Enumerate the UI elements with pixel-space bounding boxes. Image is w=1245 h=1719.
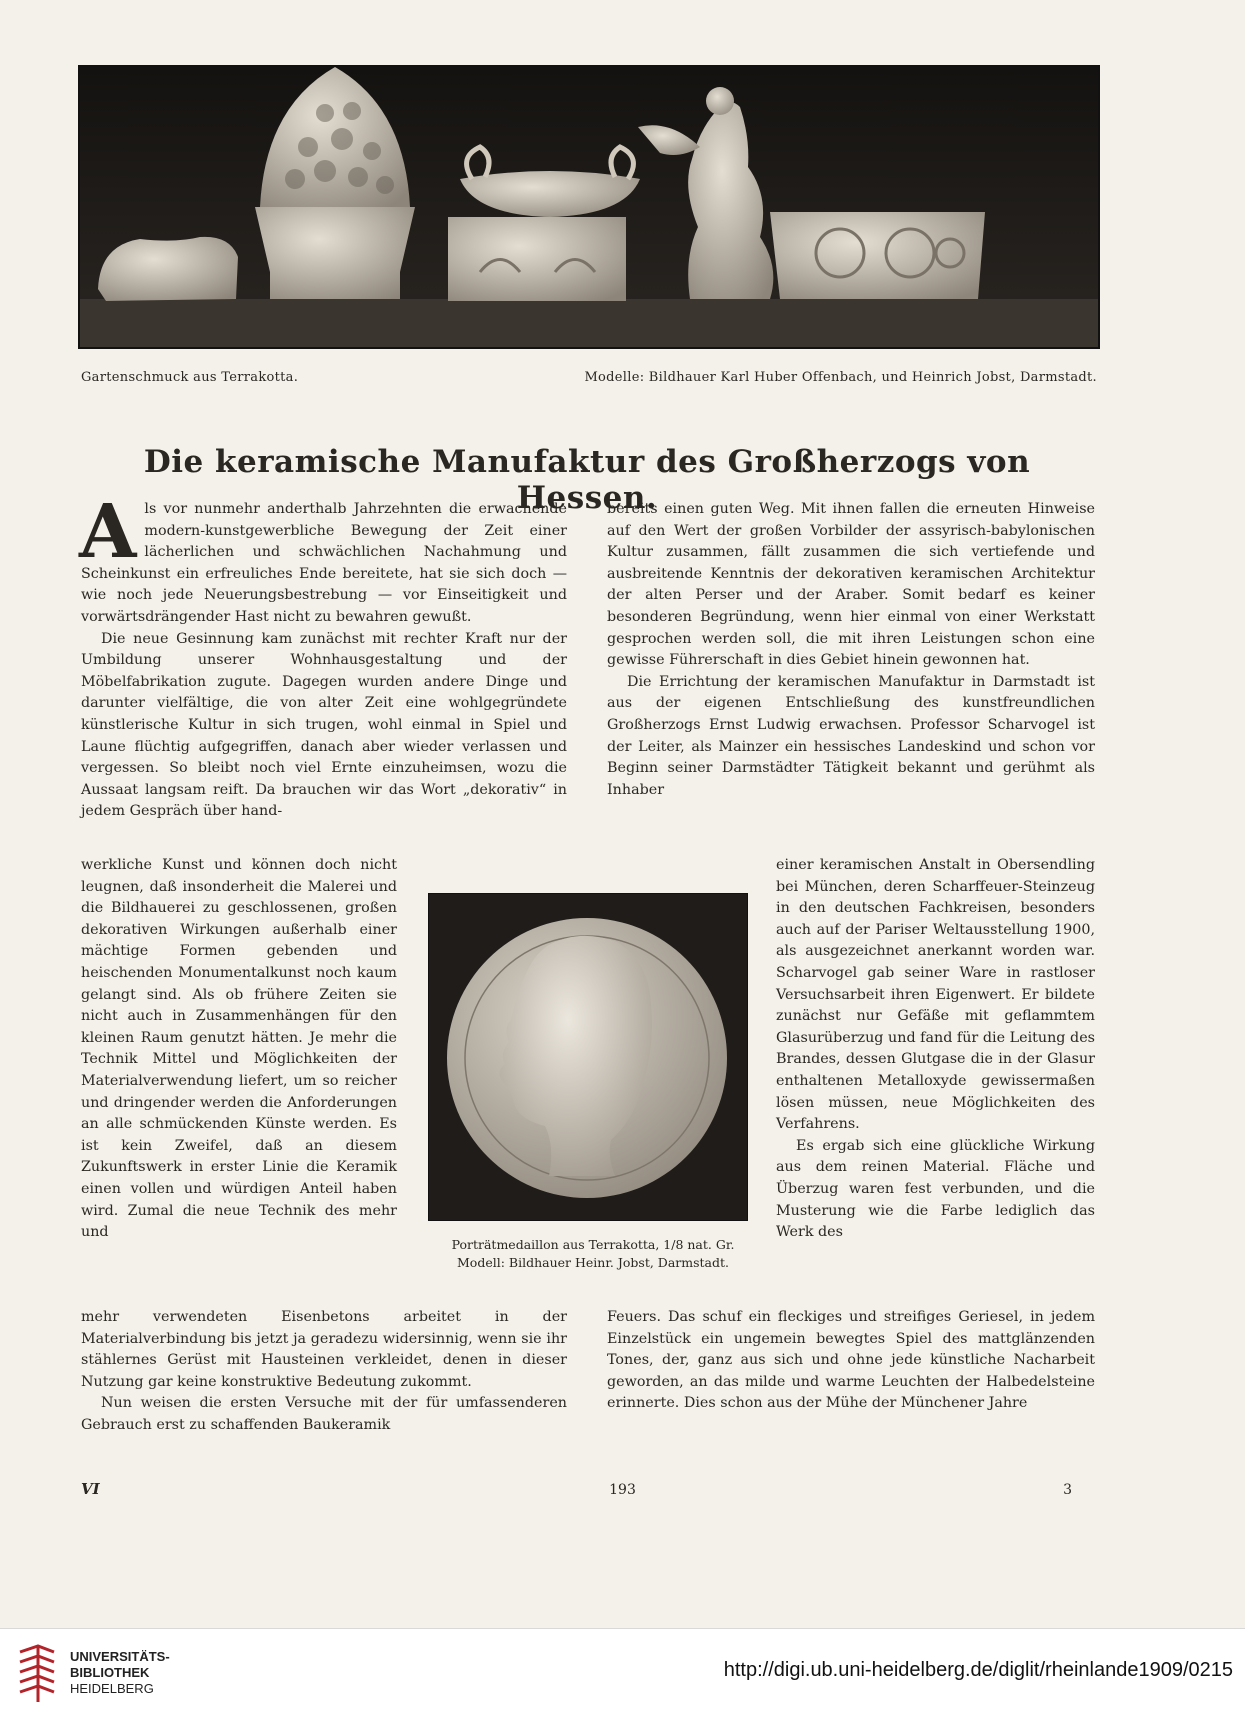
permalink-url[interactable]: http://digi.ub.uni-heidelberg.de/diglit/rheinlande1909/0215 — [723, 1659, 1233, 1681]
portrait-medallion-image — [428, 893, 748, 1221]
paragraph: Die Errichtung der keramischen Manufaktur in Darmstadt ist aus der eigenen Entschließung des kunstfreundlichen Großherzogs Ernst Ludwig erwachsen. Professor Scharvogel ist der Leiter, als Mainzer ein hessisches Landeskind und schon vor Beginn seiner Darmstädter Tätigkeit bekannt und gerühmt als Inhaber — [607, 673, 1095, 798]
signature-mark: 3 — [1063, 1482, 1072, 1498]
page-number: 193 — [609, 1482, 636, 1498]
medallion-caption-line2: Modell: Bildhauer Heinr. Jobst, Darmstadt. — [457, 1255, 729, 1270]
library-name-line1: UNIVERSITÄTS- — [70, 1649, 170, 1664]
article-title: Die keramische Manufaktur des Großherzogs von Hessen. — [143, 444, 1031, 516]
column-left-tail — [81, 1307, 567, 1437]
paragraph: Es ergab sich eine glückliche Wirkung aus dem reinen Material. Fläche und Überzug waren fest verbunden, und die Musterung wie die Farbe lediglich das Werk des — [776, 1137, 1095, 1241]
column-left-wrap — [81, 855, 397, 1244]
library-footer-bar — [0, 1628, 1245, 1719]
medallion-caption-line1: Porträtmedaillon aus Terrakotta, 1/8 nat. Gr. — [451, 1237, 735, 1252]
paragraph — [79, 489, 567, 629]
terracotta-photo — [78, 65, 1100, 349]
paragraph: bereits einen guten Weg. Mit ihnen fallen die erneuten Hinweise auf den Wert der großen Vorbilder der assyrisch-babylonischen Kultur zusammen, fällt zusammen die sich vertiefende und ausbreitende Kenntnis der dekorativen keramischen Architektur der alten Perser und der Araber. Somit bedarf es keiner besonderen Begründung, wenn hier einmal von einer Werkstatt gesprochen werden soll, die mit ihren Leistungen schon eine gewisse Führerschaft in dies Gebiet hinein gewonnen hat. — [607, 501, 1095, 669]
paragraph: Feuers. Das schuf ein fleckiges und streifiges Geriesel, in jedem Einzelstück ein ungemein bewegtes Spiel des mattglänzenden Tones, der, ganz aus sich und ohne jede künstliche Nacharbeit geworden, an das milde und warme Leuchten der Halbedelsteine erinnerte. Dies schon aus der Mühe der Münchener Jahre — [607, 1309, 1095, 1412]
paragraph: einer keramischen Anstalt in Obersendling bei München, deren Scharffeuer-Steinzeug in den deutschen Fachkreisen, besonders auch auf der Pariser Weltausstellung 1900, als ausgezeichnet anerkannt worden war. Scharvogel gab seiner Ware in rastloser Versuchsarbeit ihren Eigenwert. Er bildete zunächst nur Gefäße mit geflammtem Glasurüberzug und fand für die Leitung des Brandes, dessen Glutgase die in der Glasur enthaltenen Metalloxyde gewissermaßen lösen müssen, neue Möglichkeiten des Verfahrens. — [776, 857, 1095, 1133]
paragraph: mehr verwendeten Eisenbetons arbeitet in der Materialverbindung bis jetzt ja geradezu widersinnig, wenn sie ihr stählernes Gerüst mit Hausteinen verkleidet, denen in dieser Nutzung gar keine konstruktive Bedeutung zukommt. — [81, 1309, 567, 1390]
paragraph-text: ls vor nunmehr anderthalb Jahrzehnten die erwachende modern-kunstgewerbliche Bewegung der Zeit einer lächerlichen und schwächlichen Nachahmung und Scheinkunst ein erfreuliches Ende bereitete, hat sie sich doch — wie noch jede Neuerungsbestrebung — vor Einseitigkeit und vorwärtsdrängender Hast nicht zu bewahren gewußt. — [81, 501, 567, 625]
paragraph: Nun weisen die ersten Versuche mit der für umfassenderen Gebrauch erst zu schaffenden Baukeramik — [81, 1395, 567, 1433]
photo-caption-left: Gartenschmuck aus Terrakotta. — [81, 370, 299, 385]
library-logo-icon — [14, 1644, 60, 1704]
paragraph: werkliche Kunst und können doch nicht leugnen, daß insonderheit die Malerei und die Bildhauerei zu geschlossenen, großen dekorativen Wirkungen außerhalb einer mächtige Formen gebenden und heischenden Monumentalkunst noch kaum gelangt sind. Als ob frühere Zeiten sie nicht auch in Zusammenhängen für den kleinen Raum genutzt hätten. Je mehr die Technik Mittel und Möglichkeiten der Materialverwendung liefert, um so reicher und dringender werden die Anforderungen an alle schmückenden Künste werden. Es ist kein Zweifel, daß an diesem Zukunftswerk in erster Linie die Keramik einen vollen und würdigen Anteil haben wird. Zumal die neue Technik des mehr und — [81, 857, 397, 1241]
column-right-tail — [607, 1307, 1095, 1415]
library-name-line2: BIBLIOTHEK — [70, 1665, 150, 1680]
column-right-top — [607, 499, 1095, 801]
drop-cap: A — [79, 489, 137, 575]
medallion-caption — [428, 1236, 758, 1272]
column-left-top — [79, 489, 567, 823]
volume-number: VI — [81, 1480, 100, 1498]
photo-caption-right: Modelle: Bildhauer Karl Huber Offenbach, und Heinrich Jobst, Darmstadt. — [584, 370, 1097, 385]
library-name — [70, 1649, 170, 1697]
library-name-line3: HEIDELBERG — [70, 1681, 154, 1696]
paragraph: Die neue Gesinnung kam zunächst mit rechter Kraft nur der Umbildung unserer Wohnhausgestaltung und der Möbelfabrikation zugute. Dagegen wurden andere Dinge und darunter vielfältige, die von alter Zeit eine wohlgegründete künstlerische Kultur in sich trugen, wohl einmal in Spiel und Laune flüchtig aufgegriffen, danach aber wieder verlassen und vergessen. So bleibt noch viel Ernte einzuheimsen, wozu die Aussaat langsam reift. Da brauchen wir das Wort „dekorativ“ in jedem Gespräch über hand- — [81, 630, 567, 820]
column-right-wrap — [776, 855, 1095, 1244]
